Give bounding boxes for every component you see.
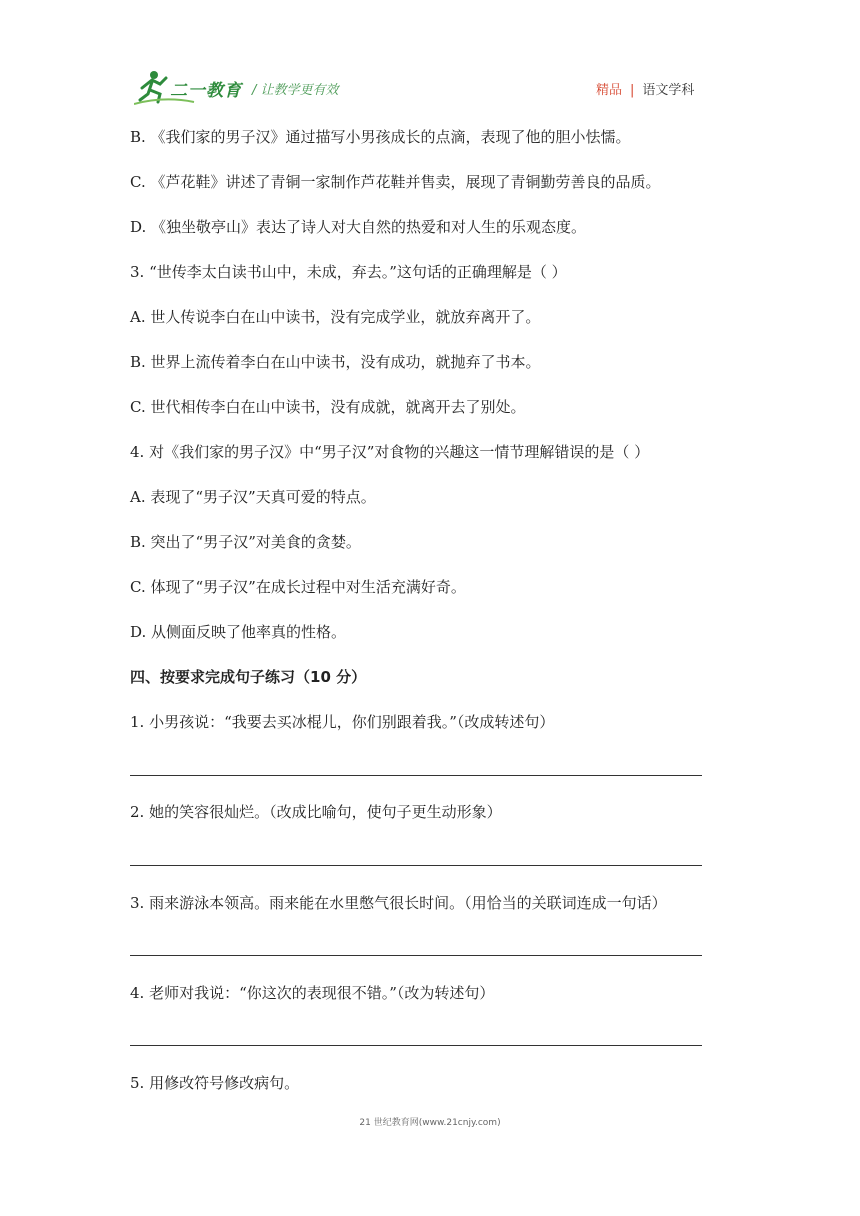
- option-4d: D. 从侧面反映了他率真的性格。: [130, 623, 347, 641]
- sentence-task-2: 2. 她的笑容很灿烂。（改成比喻句，使句子更生动形象）: [130, 803, 502, 821]
- option-2b: B. 《我们家的男子汉》通过描写小男孩成长的点滴，表现了他的胆小怯懦。: [130, 128, 631, 146]
- option-3b: B. 世界上流传着李白在山中读书，没有成功，就抛弃了书本。: [130, 353, 541, 371]
- subject-tag: [596, 79, 694, 98]
- sentence-task-4: 4. 老师对我说：“你这次的表现很不错。”（改为转述句）: [130, 984, 495, 1002]
- option-4c: C. 体现了“男子汉”在成长过程中对生活充满好奇。: [130, 578, 466, 596]
- subject-label: 语文学科: [642, 83, 695, 98]
- tag-separator: |: [630, 83, 635, 98]
- section-4-heading: 四、按要求完成句子练习（10 分）: [130, 668, 367, 686]
- sentence-task-1: 1. 小男孩说：“我要去买冰棍儿，你们别跟着我。”（改成转述句）: [130, 713, 555, 731]
- sentence-task-5: 5. 用修改符号修改病句。: [130, 1074, 300, 1092]
- option-3c: C. 世代相传李白在山中读书，没有成就，就离开去了别处。: [130, 398, 526, 416]
- option-2d: D. 《独坐敬亭山》表达了诗人对大自然的热爱和对人生的乐观态度。: [130, 218, 587, 236]
- brand-slogan: / 让教学更有效: [252, 83, 339, 98]
- answer-line-1[interactable]: [130, 775, 702, 776]
- answer-line-3[interactable]: [130, 955, 702, 956]
- brand-name: 二一教育: [170, 81, 242, 101]
- answer-line-4[interactable]: [130, 1045, 702, 1046]
- quality-tag: 精品: [596, 83, 623, 98]
- question-4: 4. 对《我们家的男子汉》中“男子汉”对食物的兴趣这一情节理解错误的是（ ）: [130, 443, 650, 461]
- page-header: [0, 0, 860, 110]
- option-3a: A. 世人传说李白在山中读书，没有完成学业，就放弃离开了。: [130, 308, 541, 326]
- option-4b: B. 突出了“男子汉”对美食的贪婪。: [130, 533, 361, 551]
- option-4a: A. 表现了“男子汉”天真可爱的特点。: [130, 488, 376, 506]
- question-3: 3. “世传李太白读书山中，未成，弃去。”这句话的正确理解是（ ）: [130, 263, 567, 281]
- option-2c: C. 《芦花鞋》讲述了青铜一家制作芦花鞋并售卖，展现了青铜勤劳善良的品质。: [130, 173, 661, 191]
- sentence-task-3: 3. 雨来游泳本领高。雨来能在水里憋气很长时间。（用恰当的关联词连成一句话）: [130, 894, 667, 912]
- page-footer: 21 世纪教育网(www.21cnjy.com): [359, 1118, 501, 1128]
- answer-line-2[interactable]: [130, 865, 702, 866]
